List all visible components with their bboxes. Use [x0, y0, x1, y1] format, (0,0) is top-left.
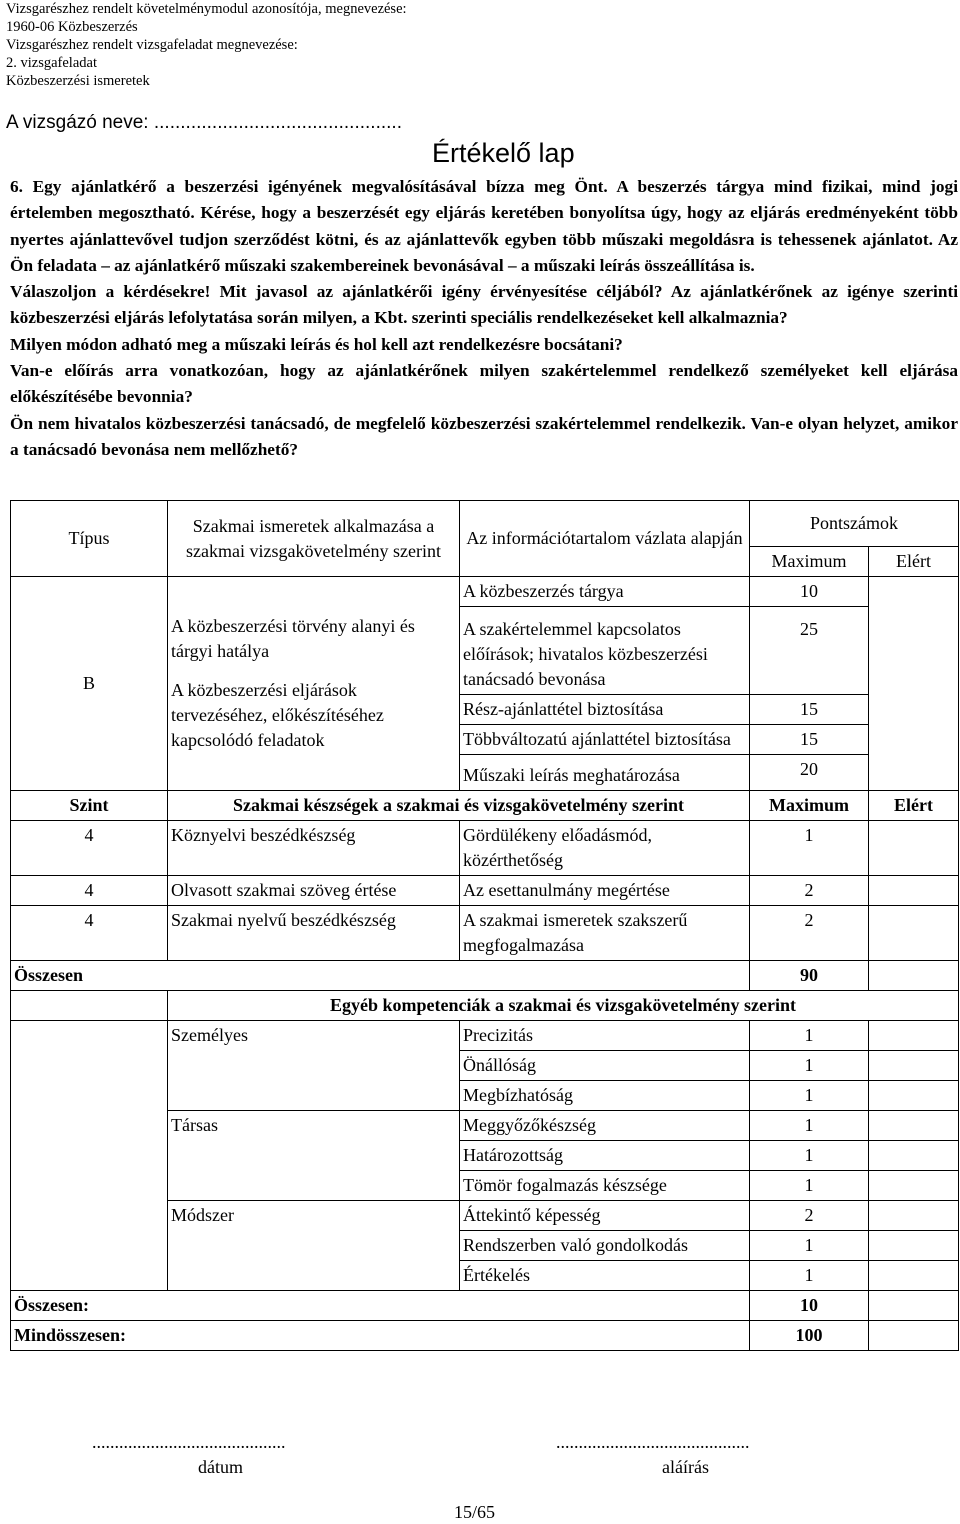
achieved-cell[interactable] [869, 1081, 959, 1111]
header-line: Közbeszerzési ismeretek [6, 73, 150, 89]
header-line: 1960-06 Közbeszerzés [6, 19, 138, 35]
info-cell: A közbeszerzés tárgya [460, 577, 750, 607]
skill-name: Köznyelvi beszédkészség [168, 821, 460, 876]
page-title: Értékelő lap [432, 138, 575, 168]
other-item: Tömör fogalmazás készsége [460, 1171, 750, 1201]
skill-level: 4 [11, 876, 168, 906]
other-max: 1 [750, 1141, 869, 1171]
skill-level: 4 [11, 906, 168, 961]
header-line: Vizsgarészhez rendelt vizsgafeladat megnevezése: [6, 37, 298, 53]
grand-total-label: Mindösszesen: [11, 1321, 750, 1351]
achieved-cell[interactable] [869, 961, 959, 991]
achieved-cell[interactable] [869, 1261, 959, 1291]
skill-max: 2 [750, 906, 869, 961]
skill-criterion: Az esettanulmány megértése [460, 876, 750, 906]
task-paragraph: Milyen módon adható meg a műszaki leírás és hol kell azt rendelkezésre bocsátani? [10, 334, 623, 354]
other-item: Határozottság [460, 1141, 750, 1171]
info-cell: Műszaki leírás meghatározása [460, 755, 750, 791]
max-cell: 25 [750, 607, 869, 695]
subtotal-label: Összesen: [11, 1291, 750, 1321]
evaluation-table [10, 500, 959, 1351]
achieved-cell[interactable] [869, 577, 959, 791]
header-knowledge: Szakmai ismeretek alkalmazása a szakmai vizsgakövetelmény szerint [168, 501, 460, 577]
skill-max: 2 [750, 876, 869, 906]
other-max: 1 [750, 1111, 869, 1141]
page-number: 15/65 [454, 1502, 496, 1522]
skill-criterion: Gördülékeny előadásmód, közérthetőség [460, 821, 750, 876]
grand-total-value: 100 [750, 1321, 869, 1351]
task-paragraph: Ön nem hivatalos közbeszerzési tanácsadó, de megfelelő közbeszerzési szakértelemmel rendelkezik. Van-e olyan helyzet, amikor a tanácsadó bevonása nem mellőzhető? [10, 413, 958, 459]
other-max: 1 [750, 1081, 869, 1111]
signature-line: ........................................... [556, 1432, 750, 1452]
achieved-cell[interactable] [869, 1141, 959, 1171]
other-item: Áttekintő képesség [460, 1201, 750, 1231]
info-cell: A szakértelemmel kapcsolatos előírások; hivatalos közbeszerzési tanácsadó bevonása [460, 607, 750, 695]
skill-criterion: A szakmai ismeretek szakszerű megfogalmazása [460, 906, 750, 961]
subtotal-value: 10 [750, 1291, 869, 1321]
achieved-cell[interactable] [869, 821, 959, 876]
achieved-cell[interactable] [869, 876, 959, 906]
header-type: Típus [11, 501, 168, 577]
achieved-cell[interactable] [869, 1291, 959, 1321]
max-cell: 15 [750, 725, 869, 755]
header-info: Az információtartalom vázlata alapján [460, 501, 750, 577]
skill-level: 4 [11, 821, 168, 876]
other-group: Személyes [168, 1021, 460, 1111]
info-cell: Többváltozatú ajánlattétel biztosítása [460, 725, 750, 755]
task-paragraph: 6. Egy ajánlatkérő a beszerzési igényének megvalósításával bízza meg Önt. A beszerzés tárgya mind fizikai, mind jogi értelemben megosztható. Kérése, hogy a beszerzését egy eljárás keretében bonyolítsa úgy, hogy az eljárás eredményeként több nyertes ajánlattevővel tudjon szerződést kötni, és az ajánlattevők egyben több műszaki megoldásra is tehessenek ajánlatot. Az Ön feladata – az ajánlatkérő műszaki szakembereinek bevonásával – a műszaki leírás összeállítása is. [10, 177, 958, 275]
date-line: ........................................... [92, 1432, 286, 1452]
achieved-cell[interactable] [869, 906, 959, 961]
other-max: 1 [750, 1021, 869, 1051]
header-points: Pontszámok [750, 501, 959, 547]
skills-header-achieved: Elért [869, 791, 959, 821]
other-item: Megbízhatóság [460, 1081, 750, 1111]
max-cell: 20 [750, 755, 869, 791]
header-line: Vizsgarészhez rendelt követelménymodul azonosítója, megnevezése: [6, 1, 407, 17]
skills-header-title: Szakmai készségek a szakmai és vizsgakövetelmény szerint [168, 791, 750, 821]
other-max: 2 [750, 1201, 869, 1231]
knowledge-item: A közbeszerzési törvény alanyi és tárgyi hatálya [171, 616, 415, 661]
other-item: Rendszerben való gondolkodás [460, 1231, 750, 1261]
skills-header-level: Szint [11, 791, 168, 821]
other-item: Precizitás [460, 1021, 750, 1051]
other-group: Társas [168, 1111, 460, 1201]
document-header [6, 0, 407, 90]
achieved-cell[interactable] [869, 1171, 959, 1201]
total-label: Összesen [11, 961, 750, 991]
other-item: Értékelés [460, 1261, 750, 1291]
knowledge-item: A közbeszerzési eljárások tervezéséhez, előkészítéséhez kapcsolódó feladatok [171, 680, 384, 750]
total-value: 90 [750, 961, 869, 991]
skills-header-max: Maximum [750, 791, 869, 821]
task-description [10, 174, 958, 463]
header-achieved: Elért [869, 547, 959, 577]
date-label: dátum [198, 1457, 243, 1477]
examinee-name-field: A vizsgázó neve: ............................................... [6, 112, 402, 133]
info-cell: Rész-ajánlattétel biztosítása [460, 695, 750, 725]
knowledge-cell [168, 577, 460, 791]
achieved-cell[interactable] [869, 1231, 959, 1261]
signature-label: aláírás [662, 1457, 709, 1477]
task-paragraph: Válaszoljon a kérdésekre! Mit javasol az ajánlatkérői igény érvényesítése céljából? Az ajánlatkérőnek az igénye szerinti közbeszerzési eljárás lefolytatása során milyen, a Kbt. szerinti speciális rendelkezéseket kell alkalmaznia? [10, 282, 958, 328]
max-cell: 15 [750, 695, 869, 725]
skill-name: Szakmai nyelvű beszédkészség [168, 906, 460, 961]
achieved-cell[interactable] [869, 1051, 959, 1081]
other-item: Önállóság [460, 1051, 750, 1081]
achieved-cell[interactable] [869, 1201, 959, 1231]
other-blank [11, 1021, 168, 1291]
other-group: Módszer [168, 1201, 460, 1291]
task-paragraph: Van-e előírás arra vonatkozóan, hogy az ajánlatkérőnek milyen szakértelemmel rendelkező személyeket kell eljárása előkészítésébe bevonnia? [10, 361, 958, 407]
skill-name: Olvasott szakmai szöveg értése [168, 876, 460, 906]
achieved-cell[interactable] [869, 1111, 959, 1141]
other-max: 1 [750, 1231, 869, 1261]
other-header: Egyéb kompetenciák a szakmai és vizsgakövetelmény szerint [168, 991, 959, 1021]
other-max: 1 [750, 1171, 869, 1201]
skill-max: 1 [750, 821, 869, 876]
other-max: 1 [750, 1261, 869, 1291]
other-item: Meggyőzőkészség [460, 1111, 750, 1141]
header-max: Maximum [750, 547, 869, 577]
other-max: 1 [750, 1051, 869, 1081]
max-cell: 10 [750, 577, 869, 607]
achieved-cell[interactable] [869, 1021, 959, 1051]
header-line: 2. vizsgafeladat [6, 55, 97, 71]
type-cell: B [11, 577, 168, 791]
achieved-cell[interactable] [869, 1321, 959, 1351]
